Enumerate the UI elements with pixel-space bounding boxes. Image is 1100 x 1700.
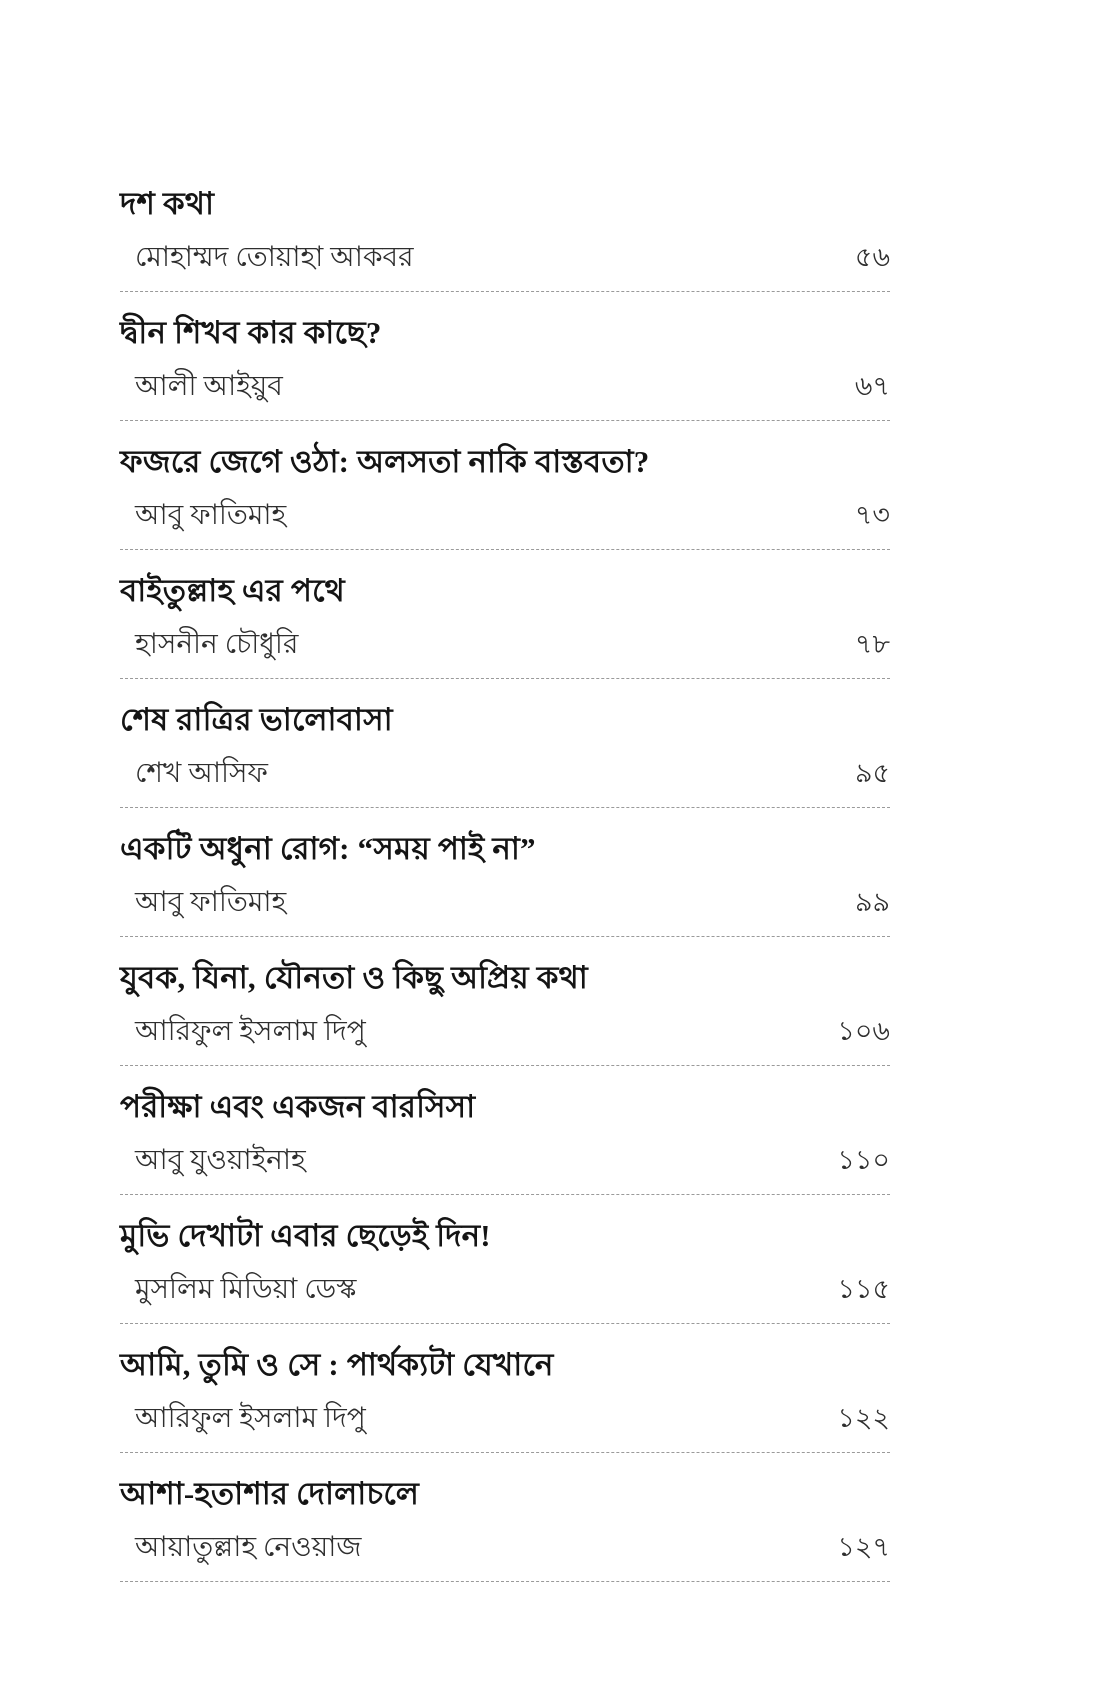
toc-entry bbox=[120, 1453, 890, 1582]
toc-entry bbox=[120, 1324, 890, 1453]
toc-entry-meta-row bbox=[120, 1530, 890, 1565]
toc-entry-title: দশ কথা bbox=[120, 186, 215, 221]
toc-entry-title: আশা-হতাশার দোলাচলে bbox=[120, 1476, 420, 1511]
toc-entry bbox=[120, 808, 890, 937]
toc-entry-page-number: ৯৫ bbox=[854, 758, 890, 788]
toc-entry-title: মুভি দেখাটা এবার ছেড়েই দিন! bbox=[120, 1218, 491, 1253]
toc-entry-author: মুসলিম মিডিয়া ডেস্ক bbox=[135, 1274, 357, 1305]
toc-entry-title: শেষ রাত্রির ভালোবাসা bbox=[120, 702, 393, 737]
toc-entry-page-number: ৬৭ bbox=[854, 371, 890, 401]
toc-entry-page-number: ৯৯ bbox=[854, 887, 890, 917]
toc-entry-meta-row bbox=[120, 498, 890, 533]
toc-entry-meta-row bbox=[120, 627, 890, 662]
toc-entry-title: পরীক্ষা এবং একজন বারসিসা bbox=[120, 1089, 476, 1124]
toc-entry bbox=[120, 679, 890, 808]
toc-entry-title: ফজরে জেগে ওঠা: অলসতা নাকি বাস্তবতা? bbox=[120, 444, 650, 479]
toc-entry bbox=[120, 421, 890, 550]
toc-entry-title: বাইতুল্লাহ এর পথে bbox=[120, 573, 345, 608]
toc-entry-author: আবু ফাতিমাহ bbox=[135, 887, 287, 918]
toc-entry-author: আরিফুল ইসলাম দিপু bbox=[135, 1016, 366, 1047]
toc-entry-author: মোহাম্মদ তোয়াহা আকবর bbox=[135, 242, 414, 273]
toc-entry-title: দ্বীন শিখব কার কাছে? bbox=[120, 315, 382, 350]
toc-entry-author: আবু ফাতিমাহ bbox=[135, 500, 287, 531]
toc-entry-page-number: ১২৭ bbox=[837, 1532, 890, 1562]
toc-entry-page-number: ৫৬ bbox=[854, 242, 890, 272]
toc-entry-meta-row bbox=[120, 885, 890, 920]
toc-entry bbox=[120, 937, 890, 1066]
toc-entry-page-number: ১০৬ bbox=[837, 1016, 890, 1046]
toc-entry-author: হাসনীন চৌধুরি bbox=[135, 629, 299, 660]
toc-entry-page-number: ৭৮ bbox=[854, 629, 890, 659]
toc-entry bbox=[120, 550, 890, 679]
toc-entry bbox=[120, 1066, 890, 1195]
toc-entry-author: শেখ আসিফ bbox=[135, 758, 268, 789]
toc-entry-page-number: ১২২ bbox=[837, 1403, 890, 1433]
toc-entry-author: আরিফুল ইসলাম দিপু bbox=[135, 1403, 366, 1434]
toc-entry-page-number: ১১৫ bbox=[837, 1274, 890, 1304]
toc-entry bbox=[120, 292, 890, 421]
toc-entry-meta-row bbox=[120, 1014, 890, 1049]
toc-entry bbox=[120, 1195, 890, 1324]
toc-entry-meta-row bbox=[120, 1272, 890, 1307]
toc-entry-author: আলী আইয়ুব bbox=[135, 371, 283, 402]
toc-entry-meta-row bbox=[120, 756, 890, 791]
toc-entry bbox=[120, 163, 890, 292]
toc-entry-page-number: ৭৩ bbox=[854, 500, 890, 530]
toc-entry-title: একটি অধুনা রোগ: “সময় পাই না” bbox=[120, 831, 536, 866]
toc-entry-meta-row bbox=[120, 240, 890, 275]
toc-entry-title: আমি, তুমি ও সে : পার্থক্যটা যেখানে bbox=[120, 1347, 554, 1382]
toc-entry-page-number: ১১০ bbox=[837, 1145, 890, 1175]
toc-list bbox=[120, 163, 890, 1582]
toc-entry-author: আবু যুওয়াইনাহ bbox=[135, 1145, 306, 1176]
toc-entry-meta-row bbox=[120, 369, 890, 404]
toc-entry-meta-row bbox=[120, 1401, 890, 1436]
toc-entry-meta-row bbox=[120, 1143, 890, 1178]
toc-entry-author: আয়াতুল্লাহ নেওয়াজ bbox=[135, 1532, 362, 1563]
toc-entry-title: যুবক, যিনা, যৌনতা ও কিছু অপ্রিয় কথা bbox=[120, 960, 588, 995]
